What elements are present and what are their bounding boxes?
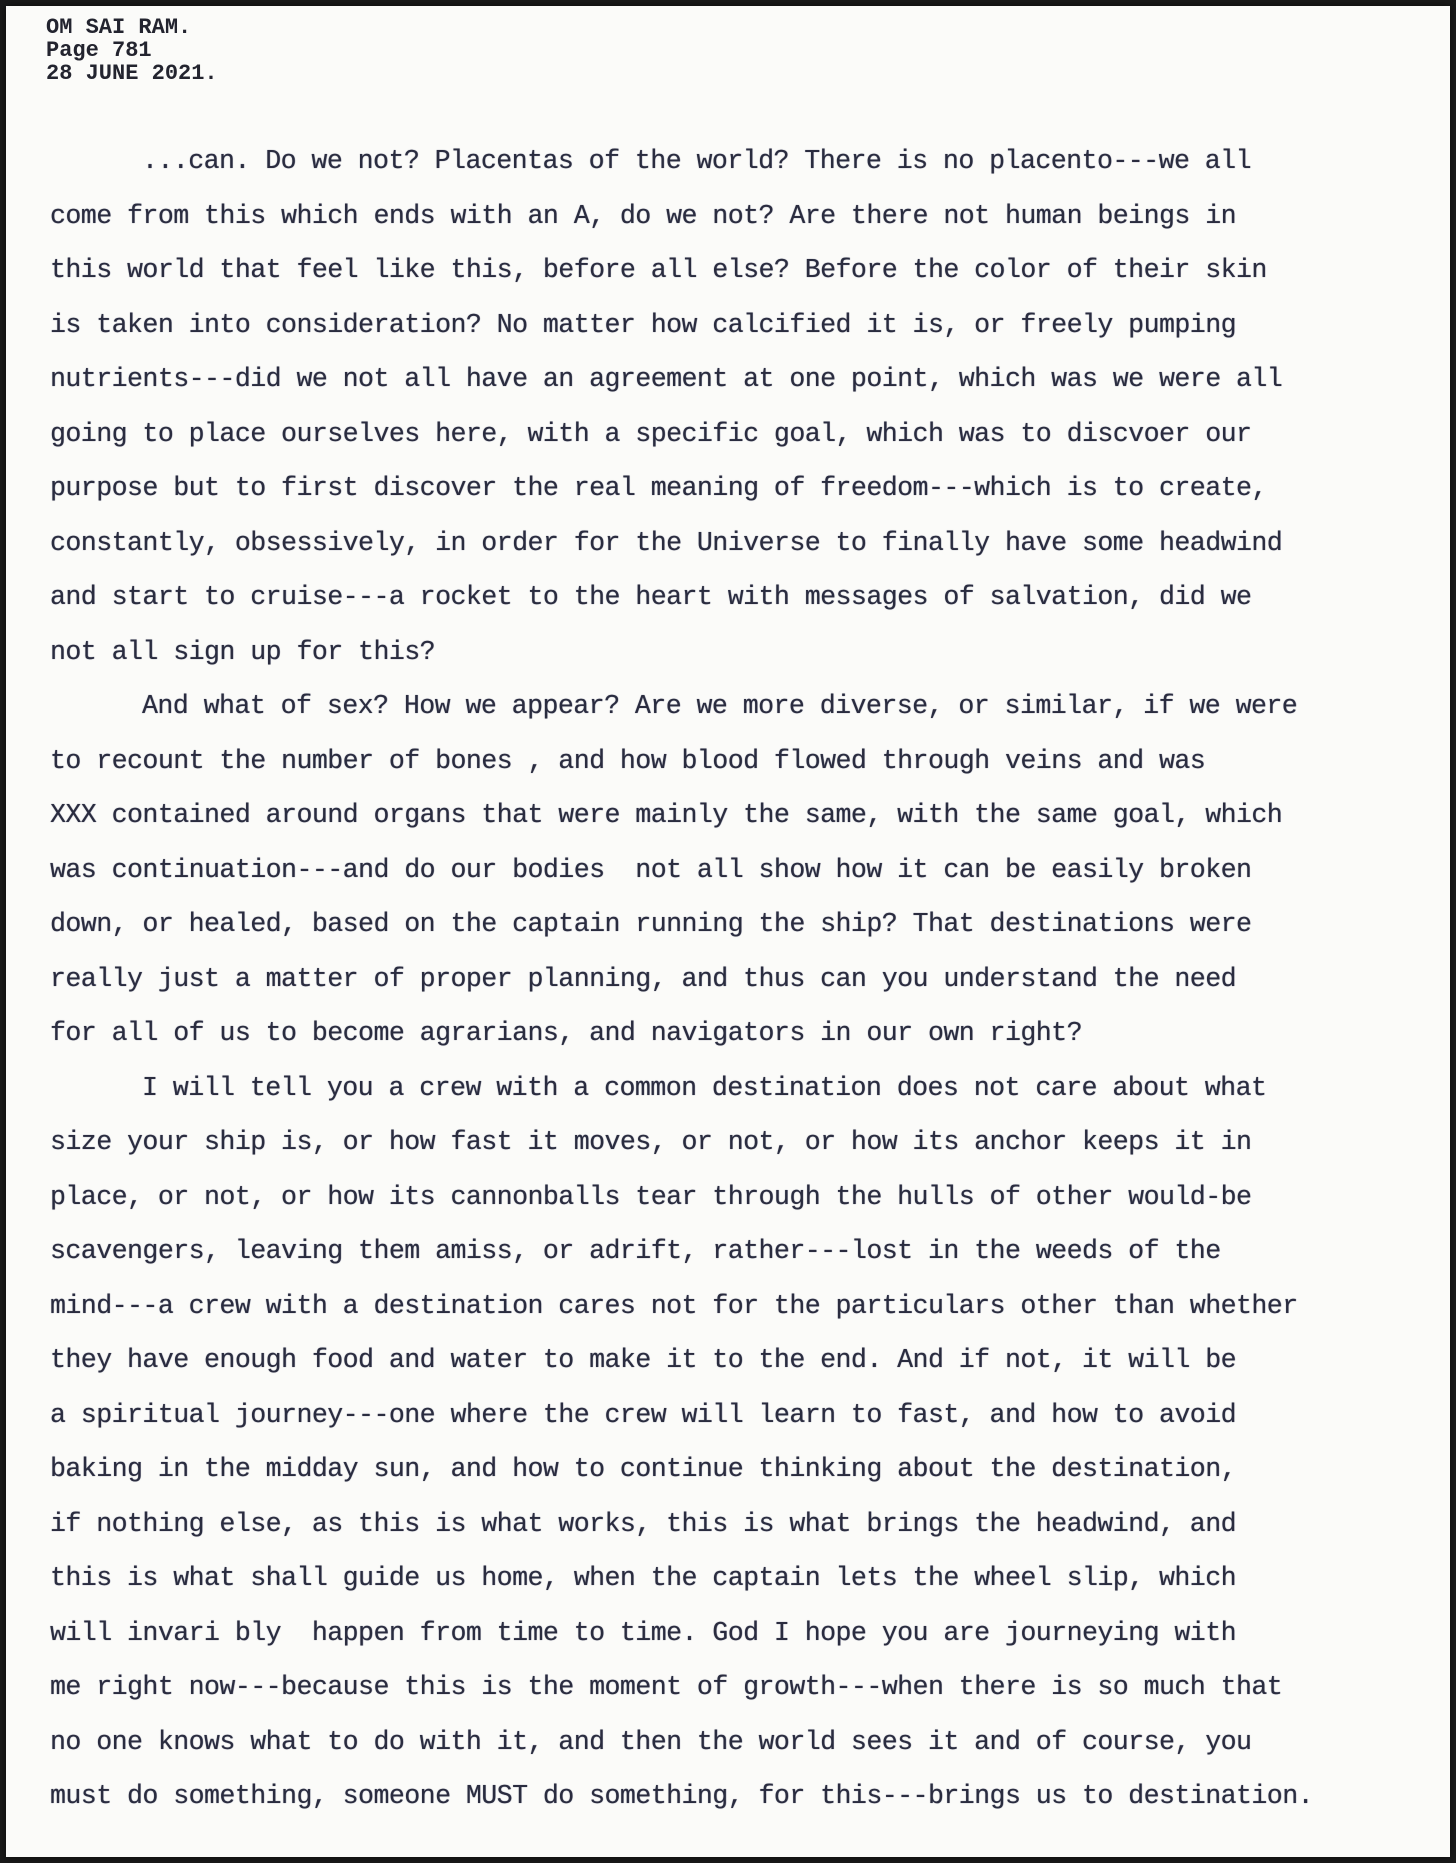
paragraph-1-line-7: purpose but to first discover the real meaning of freedom---which is to create, xyxy=(50,473,1267,503)
paragraph-3-line-1: I will tell you a crew with a common destination does not care about what xyxy=(142,1072,1267,1103)
paragraph-3-line-7: a spiritual journey---one where the crew will learn to fast, and how to avoid xyxy=(50,1399,1236,1430)
paragraph-3-line-9: if nothing else, as this is what works, this is what brings the headwind, and xyxy=(50,1508,1236,1539)
paragraph-2-line-4: was continuation---and do our bodies not all show how it can be easily broken xyxy=(50,854,1252,885)
paragraph-2-line-5: down, or healed, based on the captain running the ship? That destinations were xyxy=(50,909,1252,939)
paragraph-2-line-3: XXX contained around organs that were mainly the same, with the same goal, which xyxy=(50,800,1283,830)
typewritten-page xyxy=(6,6,1450,1857)
paragraph-3-line-12: me right now---because this is the moment of growth---when there is so much that xyxy=(50,1672,1283,1702)
paragraph-3-line-13: no one knows what to do with it, and then the world sees it and of course, you xyxy=(50,1726,1252,1757)
paragraph-1-line-2: come from this which ends with an A, do we not? Are there not human beings in xyxy=(50,200,1236,231)
paragraph-1-line-9: and start to cruise---a rocket to the heart with messages of salvation, did we xyxy=(50,582,1252,612)
paragraph-3-line-4: scavengers, leaving them amiss, or adrift, rather---lost in the weeds of the xyxy=(50,1236,1221,1266)
header-date: 28 JUNE 2021. xyxy=(46,61,218,86)
paragraph-3-line-10: this is what shall guide us home, when the captain lets the wheel slip, which xyxy=(50,1563,1236,1593)
paragraph-1-line-4: is taken into consideration? No matter how calcified it is, or freely pumping xyxy=(50,309,1236,340)
paragraph-3-line-2: size your ship is, or how fast it moves, or not, or how its anchor keeps it in xyxy=(50,1127,1252,1157)
paragraph-1-line-8: constantly, obsessively, in order for the Universe to finally have some headwind xyxy=(50,527,1283,558)
paragraph-2-line-6: really just a matter of proper planning, and thus can you understand the need xyxy=(50,963,1236,994)
page-header xyxy=(46,16,218,85)
header-page-number: Page 781 xyxy=(46,38,152,63)
paragraph-3-line-3: place, or not, or how its cannonballs tear through the hulls of other would-be xyxy=(50,1181,1252,1212)
paragraph-3-line-8: baking in the midday sun, and how to continue thinking about the destination, xyxy=(50,1454,1236,1484)
paragraph-1-line-1: ...can. Do we not? Placentas of the world? There is no placento---we all xyxy=(142,146,1251,176)
paragraph-3-line-14: must do something, someone MUST do something, for this---brings us to destination. xyxy=(50,1781,1314,1811)
paragraph-2-line-7: for all of us to become agrarians, and navigators in our own right? xyxy=(50,1018,1082,1048)
paragraph-2-line-1: And what of sex? How we appear? Are we more diverse, or similar, if we were xyxy=(142,691,1298,721)
paragraph-3-line-6: they have enough food and water to make it to the end. And if not, it will be xyxy=(50,1345,1236,1375)
body-text xyxy=(50,134,1456,1824)
paragraph-2-line-2: to recount the number of bones , and how blood flowed through veins and was xyxy=(50,745,1206,776)
paragraph-1-line-5: nutrients---did we not all have an agreement at one point, which was we were all xyxy=(50,364,1283,394)
paragraph-1-line-6: going to place ourselves here, with a specific goal, which was to discvoer our xyxy=(50,418,1252,449)
paragraph-3-line-11: will invari bly happen from time to time. God I hope you are journeying with xyxy=(50,1617,1236,1648)
header-invocation: OM SAI RAM. xyxy=(46,15,192,40)
paragraph-1-line-3: this world that feel like this, before all else? Before the color of their skin xyxy=(50,255,1267,285)
paragraph-1-line-10: not all sign up for this? xyxy=(50,636,436,667)
paragraph-3-line-5: mind---a crew with a destination cares not for the particulars other than whether xyxy=(50,1290,1298,1321)
